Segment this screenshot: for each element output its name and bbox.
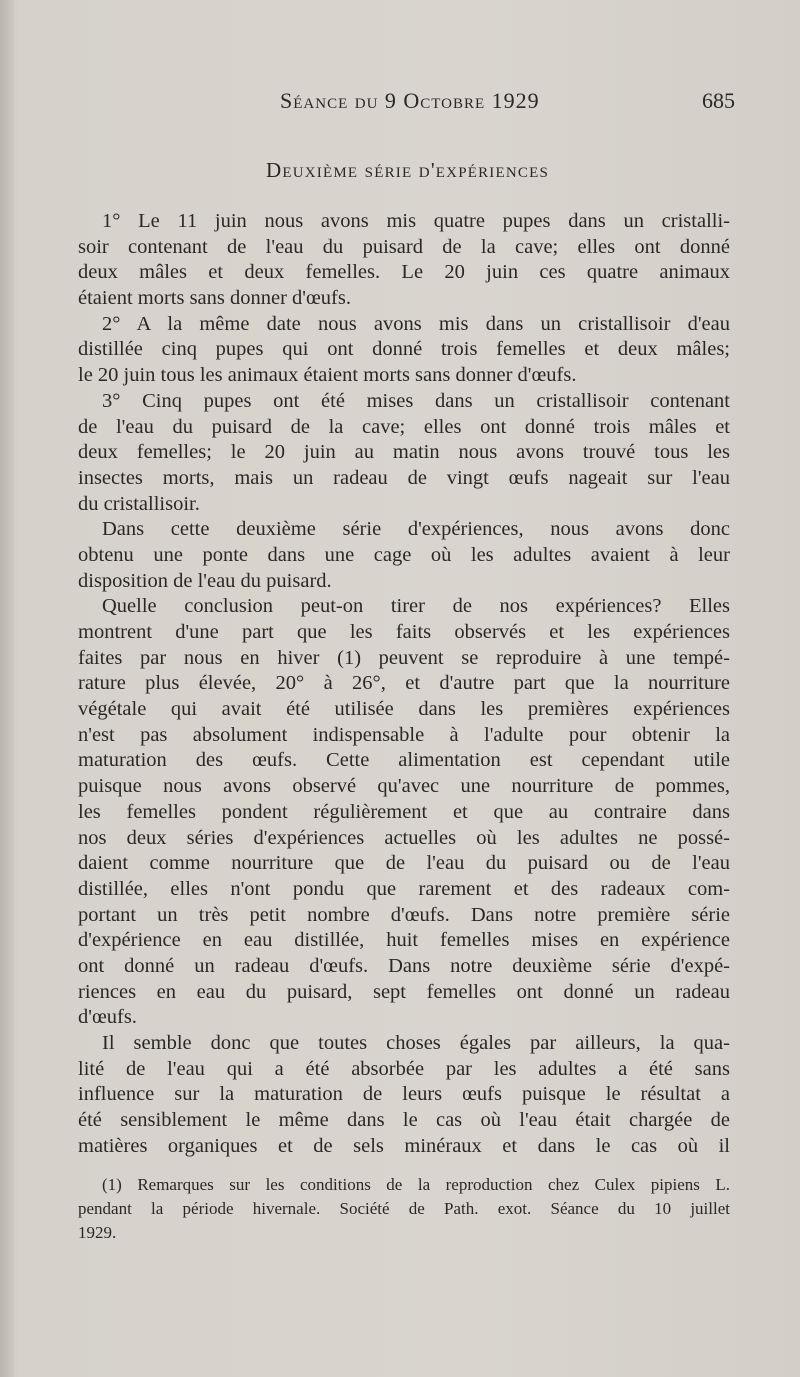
text-line: n'est pas absolument indispensable à l'adulte pour obtenir la (78, 723, 730, 746)
text-line: 2° A la même date nous avons mis dans un cristallisoir d'eau (102, 312, 730, 335)
text-line: Quelle conclusion peut-on tirer de nos expériences? Elles (102, 595, 730, 618)
text-line: rature plus élevée, 20° à 26°, et d'autre part que la nourriture (78, 672, 730, 695)
text-line: lité de l'eau qui a été absorbée par les adultes a été sans (78, 1057, 730, 1080)
body-text (78, 209, 730, 1159)
text-line: deux mâles et deux femelles. Le 20 juin ces quatre animaux (78, 261, 730, 284)
text-line: montrent d'une part que les faits observés et les expériences (78, 621, 730, 643)
footnote-line: (1) Remarques sur les conditions de la reproduction chez Culex pipiens L. (102, 1175, 730, 1194)
footnote-line: pendant la période hivernale. Société de Path. exot. Séance du 10 juillet (78, 1199, 730, 1218)
text-line: puisque nous avons observé qu'avec une nourriture de pommes, (78, 775, 730, 798)
text-line: riences en eau du puisard, sept femelles ont donné un radeau (78, 980, 730, 1003)
text-line: 3° Cinq pupes ont été mises dans un cristallisoir contenant (102, 389, 730, 412)
footnote (78, 1173, 730, 1245)
text-line: ont donné un radeau d'œufs. Dans notre deuxième série d'expé- (78, 954, 730, 977)
text-line: distillée, elles n'ont pondu que rarement et des radeaux com- (78, 877, 730, 900)
text-line: Il semble donc que toutes choses égales par ailleurs, la qua- (102, 1032, 730, 1054)
text-line: maturation des œufs. Cette alimentation est cependant utile (78, 749, 730, 772)
text-line: obtenu une ponte dans une cage où les adultes avaient à leur (78, 543, 730, 566)
text-line: 1° Le 11 juin nous avons mis quatre pupes dans un cristalli- (102, 210, 730, 232)
text-line: le 20 juin tous les animaux étaient morts sans donner d'œufs. (78, 364, 577, 387)
text-line: insectes morts, mais un radeau de vingt œufs nageait sur l'eau (78, 466, 730, 489)
page-gutter (0, 0, 14, 1377)
text-line: de l'eau du puisard de la cave; elles ont donné trois mâles et (78, 415, 730, 438)
text-line: végétale qui avait été utilisée dans les premières expériences (78, 698, 730, 721)
section-title: Deuxième série d'expériences (265, 158, 550, 182)
text-line: influence sur la maturation de leurs œufs puisque le résultat a (78, 1083, 730, 1106)
text-line: soir contenant de l'eau du puisard de la cave; elles ont donné (78, 235, 730, 258)
page-header (80, 88, 735, 118)
text-line: été sensiblement le même dans le cas où l'eau était chargée de (78, 1109, 730, 1132)
text-line: faites par nous en hiver (1) peuvent se reproduire à une tempé- (78, 646, 730, 669)
text-line: du cristallisoir. (78, 492, 200, 515)
text-line: portant un très petit nombre d'œufs. Dans notre première série (78, 903, 730, 926)
text-line: étaient morts sans donner d'œufs. (78, 287, 351, 310)
text-line: deux femelles; le 20 juin au matin nous avons trouvé tous les (78, 441, 730, 464)
text-line: disposition de l'eau du puisard. (78, 569, 332, 592)
footnote-line: 1929. (78, 1223, 117, 1242)
running-title: Séance du 9 Octobre 1929 (280, 88, 540, 113)
text-line: matières organiques et de sels minéraux et dans le cas où il (78, 1134, 730, 1157)
text-line: Dans cette deuxième série d'expériences, nous avons donc (102, 518, 730, 541)
text-line: d'expérience en eau distillée, huit femelles mises en expérience (78, 929, 730, 952)
page-number: 685 (702, 88, 735, 113)
text-line: distillée cinq pupes qui ont donné trois femelles et deux mâles; (78, 338, 730, 361)
text-line: nos deux séries d'expériences actuelles où les adultes ne possé- (78, 826, 730, 849)
text-line: daient comme nourriture que de l'eau du puisard ou de l'eau (78, 852, 730, 875)
text-line: les femelles pondent régulièrement et que au contraire dans (78, 800, 730, 823)
text-line: d'œufs. (78, 1006, 137, 1029)
